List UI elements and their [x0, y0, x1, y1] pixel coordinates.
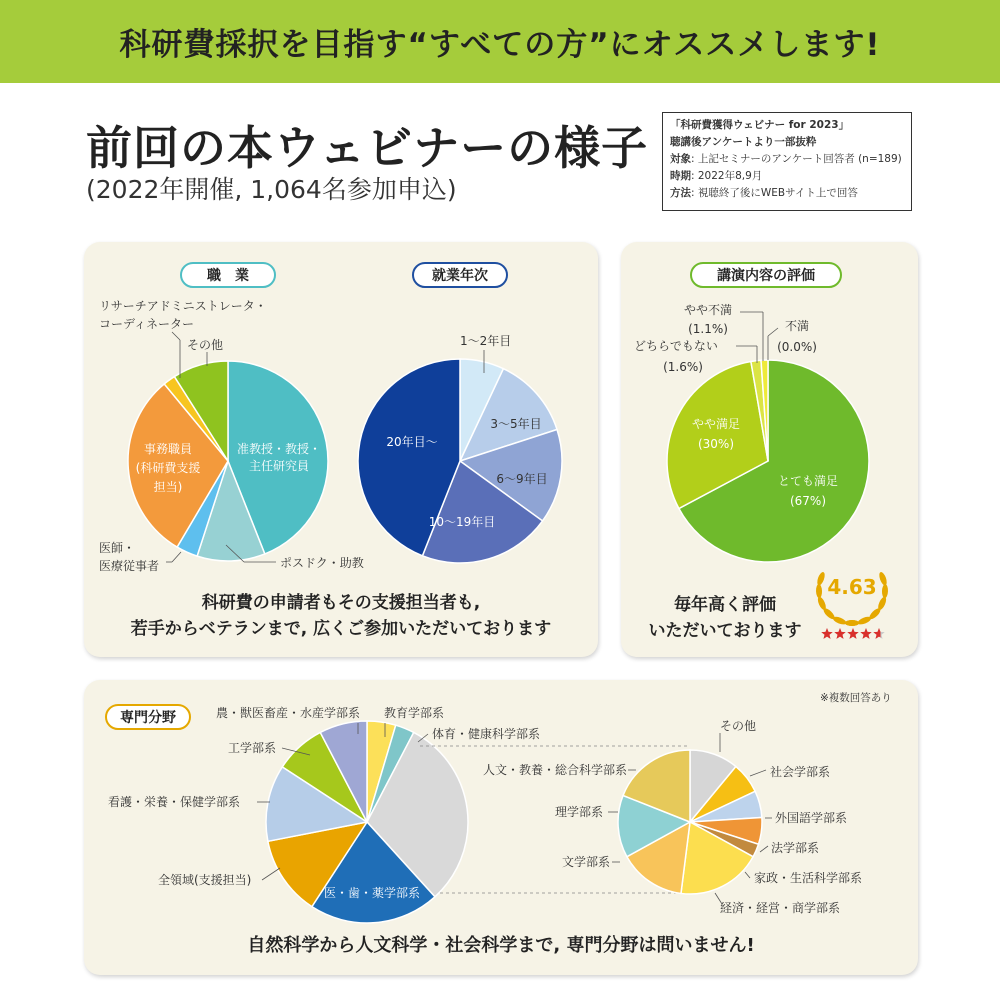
label-foreign: 外国語学部系 — [775, 811, 848, 825]
pie-years — [358, 359, 562, 563]
label-home: 家政・生活科学部系 — [754, 871, 863, 885]
survey-method: 方法: 視聴終了後にWEBサイト上で回答 — [670, 187, 858, 199]
banner-text: 科研費採択を目指す“すべての方”にオススメします! — [119, 27, 881, 63]
laurel-leaf — [845, 620, 859, 626]
label-other: その他 — [187, 338, 224, 352]
label-neutral: どちらでもない — [634, 339, 718, 353]
panel2-caption: 毎年高く評価 いただいております — [648, 595, 802, 641]
label-y20: 20年目〜 — [386, 435, 438, 449]
label-postdoc: ポスドク・助教 — [280, 556, 364, 570]
laurel-leaf — [882, 584, 888, 598]
label-slightly-dis: やや不満 — [683, 303, 733, 317]
label-professor: 准教授・教授・主任研究員 — [236, 442, 322, 473]
label-nursing: 看護・栄養・保健学部系 — [108, 795, 241, 809]
label-econ: 経済・経営・商学部系 — [720, 901, 841, 915]
survey-target: 対象: 上記セミナーのアンケート回答者 (n=189) — [670, 153, 902, 165]
survey-line2: 聴講後アンケートより一部抜粋 — [670, 136, 817, 148]
star-icon-fill — [821, 628, 832, 639]
label-sub-other: その他 — [720, 719, 757, 733]
label-slightly-dis-pct: (1.1%) — [688, 322, 728, 336]
panel3-caption: 自然科学から人文科学・社会科学まで, 専門分野は問いません! — [247, 935, 755, 956]
label-doctor: 医師・医療従事者 — [99, 541, 160, 573]
label-sociology: 社会学部系 — [770, 765, 831, 779]
panel1-caption: 科研費の申請者もその支援担当者も, 若手からベテランまで, 広くご参加いただいております — [130, 593, 552, 639]
label-lit: 文学部系 — [562, 855, 611, 869]
rating-badge — [816, 571, 888, 639]
survey-period: 時期: 2022年8,9月 — [670, 170, 763, 182]
laurel-leaf — [816, 584, 822, 598]
star-icon-fill — [834, 628, 845, 639]
label-humanities: 人文・教養・総合科学部系 — [483, 763, 628, 777]
laurel-leaf — [816, 571, 826, 586]
label-law: 法学部系 — [771, 841, 820, 855]
page-title: 前回の本ウェビナーの様子 — [86, 121, 649, 175]
pill-evaluation: 講演内容の評価 — [690, 262, 842, 288]
label-admin: 事務職員(科研費支援担当) — [135, 442, 201, 494]
label-y3: 3〜5年目 — [490, 417, 542, 431]
label-some: やや満足(30%) — [691, 417, 741, 451]
label-agri: 農・獣医畜産・水産学部系 — [216, 706, 361, 720]
label-sci: 理学部系 — [555, 805, 604, 819]
page-subtitle: (2022年開催, 1,064名参加申込) — [86, 175, 457, 204]
label-dis-pct: (0.0%) — [777, 340, 817, 354]
label-dis: 不満 — [784, 319, 810, 333]
label-med: 医・歯・薬学部系 — [323, 886, 421, 900]
label-ra: リサーチアドミニストレータ・コーディネーター — [99, 299, 267, 331]
star-rating — [821, 628, 884, 639]
label-sports: 体育・健康科学部系 — [432, 727, 541, 741]
star-icon-fill — [847, 628, 858, 639]
leader-doctor — [172, 552, 181, 562]
multiple-answers-note: ※複数回答あり — [820, 692, 892, 704]
label-all: 全領域(支援担当) — [158, 873, 252, 887]
pie-fields-sub — [618, 750, 762, 894]
label-eng: 工学部系 — [228, 741, 277, 755]
pie-evaluation — [667, 360, 869, 562]
survey-line1: 「科研費獲得ウェビナー for 2023」 — [670, 119, 850, 131]
laurel-leaf — [878, 571, 888, 586]
pill-fields: 専門分野 — [105, 704, 191, 730]
pill-occupation: 職 業 — [180, 262, 276, 288]
pill-years: 就業年次 — [412, 262, 508, 288]
star-icon-fill — [860, 628, 871, 639]
label-y6: 6〜9年目 — [496, 472, 548, 486]
label-very: とても満足(67%) — [777, 474, 839, 508]
label-neutral-pct: (1.6%) — [663, 360, 703, 374]
label-y1: 1〜2年目 — [460, 334, 512, 348]
label-y10: 10〜19年目 — [428, 515, 496, 529]
label-education: 教育学部系 — [384, 706, 445, 720]
badge-score: 4.63 — [827, 575, 877, 599]
